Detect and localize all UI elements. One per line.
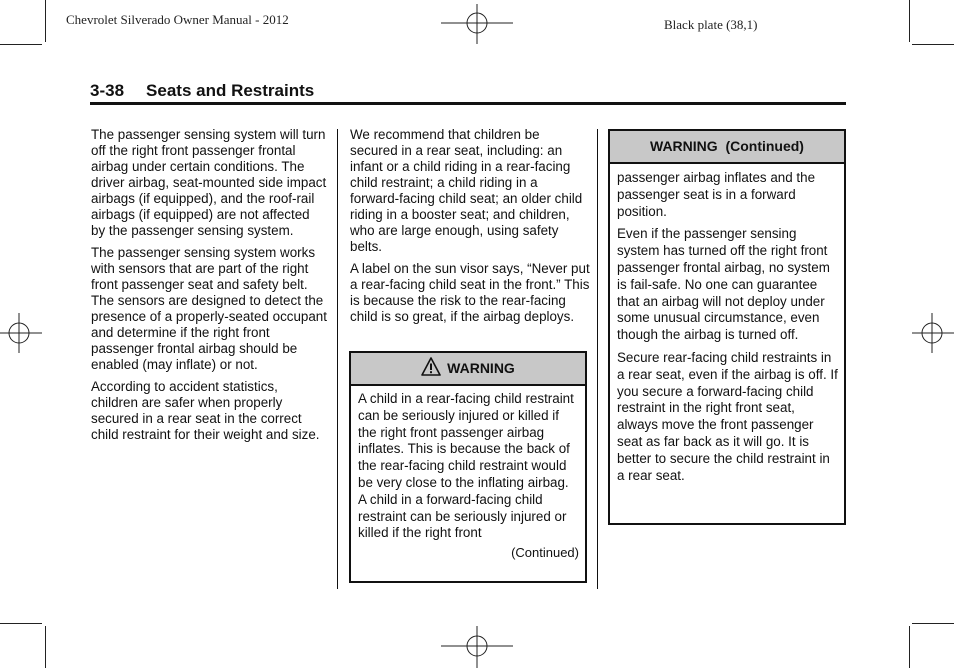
paragraph: Secure rear-facing child restraints in a rear seat, even if the airbag is off. If you secure a forward-facing child restraint in the right front seat, always move the front passenger seat as far back as it will go. It is better to secure the child restraint in a rear seat. [617, 349, 838, 483]
warning-triangle-icon [421, 357, 441, 377]
continued-label: (Continued) [511, 545, 579, 561]
title-rule [90, 102, 846, 105]
crop-mark [912, 44, 954, 45]
column-2 [350, 127, 590, 331]
warning-header [351, 353, 585, 386]
warning-text: A child in a rear-facing child restraint can be seriously injured or killed if the right front passenger airbag inflates. This is because the back of the rear-facing child restraint would be very close to the inflating airbag. A child in a forward-facing child restraint can be seriously injured or killed if the right front [358, 391, 574, 541]
paragraph: We recommend that children be secured in a rear seat, including: an infant or a child riding in a rear-facing child restraint; a child riding in a forward-facing child seat; an older child riding in a booster seat; and children, who are large enough, using safety belts. [350, 127, 583, 254]
registration-mark-icon [0, 313, 42, 353]
crop-mark [0, 44, 42, 45]
crop-mark [45, 626, 46, 668]
registration-mark-icon [441, 4, 513, 44]
paragraph: According to accident statistics, children are safer when properly secured in a rear seat in the correct child restraint for their weight and size. [91, 379, 320, 442]
warning-body [351, 386, 585, 562]
paragraph: A label on the sun visor says, “Never put a rear-facing child seat in the front.” This is because the risk to the rear-facing child is so great, if the airbag deploys. [350, 261, 590, 324]
registration-mark-icon [441, 626, 513, 668]
crop-mark [45, 0, 46, 42]
warning-heading: WARNING [447, 360, 515, 376]
crop-mark [0, 623, 42, 624]
crop-mark [912, 623, 954, 624]
page-number: 3-38 [90, 81, 125, 100]
crop-mark [909, 0, 910, 42]
registration-mark-icon [912, 313, 954, 353]
warning-continued-body [610, 164, 844, 484]
warning-box [349, 351, 587, 583]
manual-title: Chevrolet Silverado Owner Manual - 2012 [66, 12, 289, 27]
paragraph: passenger airbag inflates and the passenger seat is in a forward position. [617, 170, 816, 219]
warning-continued-box [608, 129, 846, 525]
section-title: Seats and Restraints [146, 81, 315, 100]
section-heading [90, 81, 314, 101]
paragraph: The passenger sensing system will turn off the right front passenger frontal airbag under certain conditions. The driver airbag, seat-mounted side impact airbags (if equipped), and the roof-rail airbags (if equipped) are not affected by the passenger sensing system. [91, 127, 327, 238]
paragraph: The passenger sensing system works with sensors that are part of the right front passenger seat and safety belt. The sensors are designed to detect the presence of a properly-seated occupant and determine if the right front passenger frontal airbag should be enabled (may inflate) or not. [91, 245, 327, 372]
warning-continued-header: WARNING (Continued) [610, 131, 844, 164]
plate-label: Black plate (38,1) [664, 17, 758, 32]
column-divider [337, 129, 338, 589]
paragraph: Even if the passenger sensing system has turned off the right front passenger frontal airbag, no system is fail-safe. No one can guarantee that an airbag will not deploy under some unusual circumstance, even though the airbag is turned off. [617, 226, 830, 343]
crop-mark [909, 626, 910, 668]
column-divider [597, 129, 598, 589]
column-1 [91, 127, 327, 449]
